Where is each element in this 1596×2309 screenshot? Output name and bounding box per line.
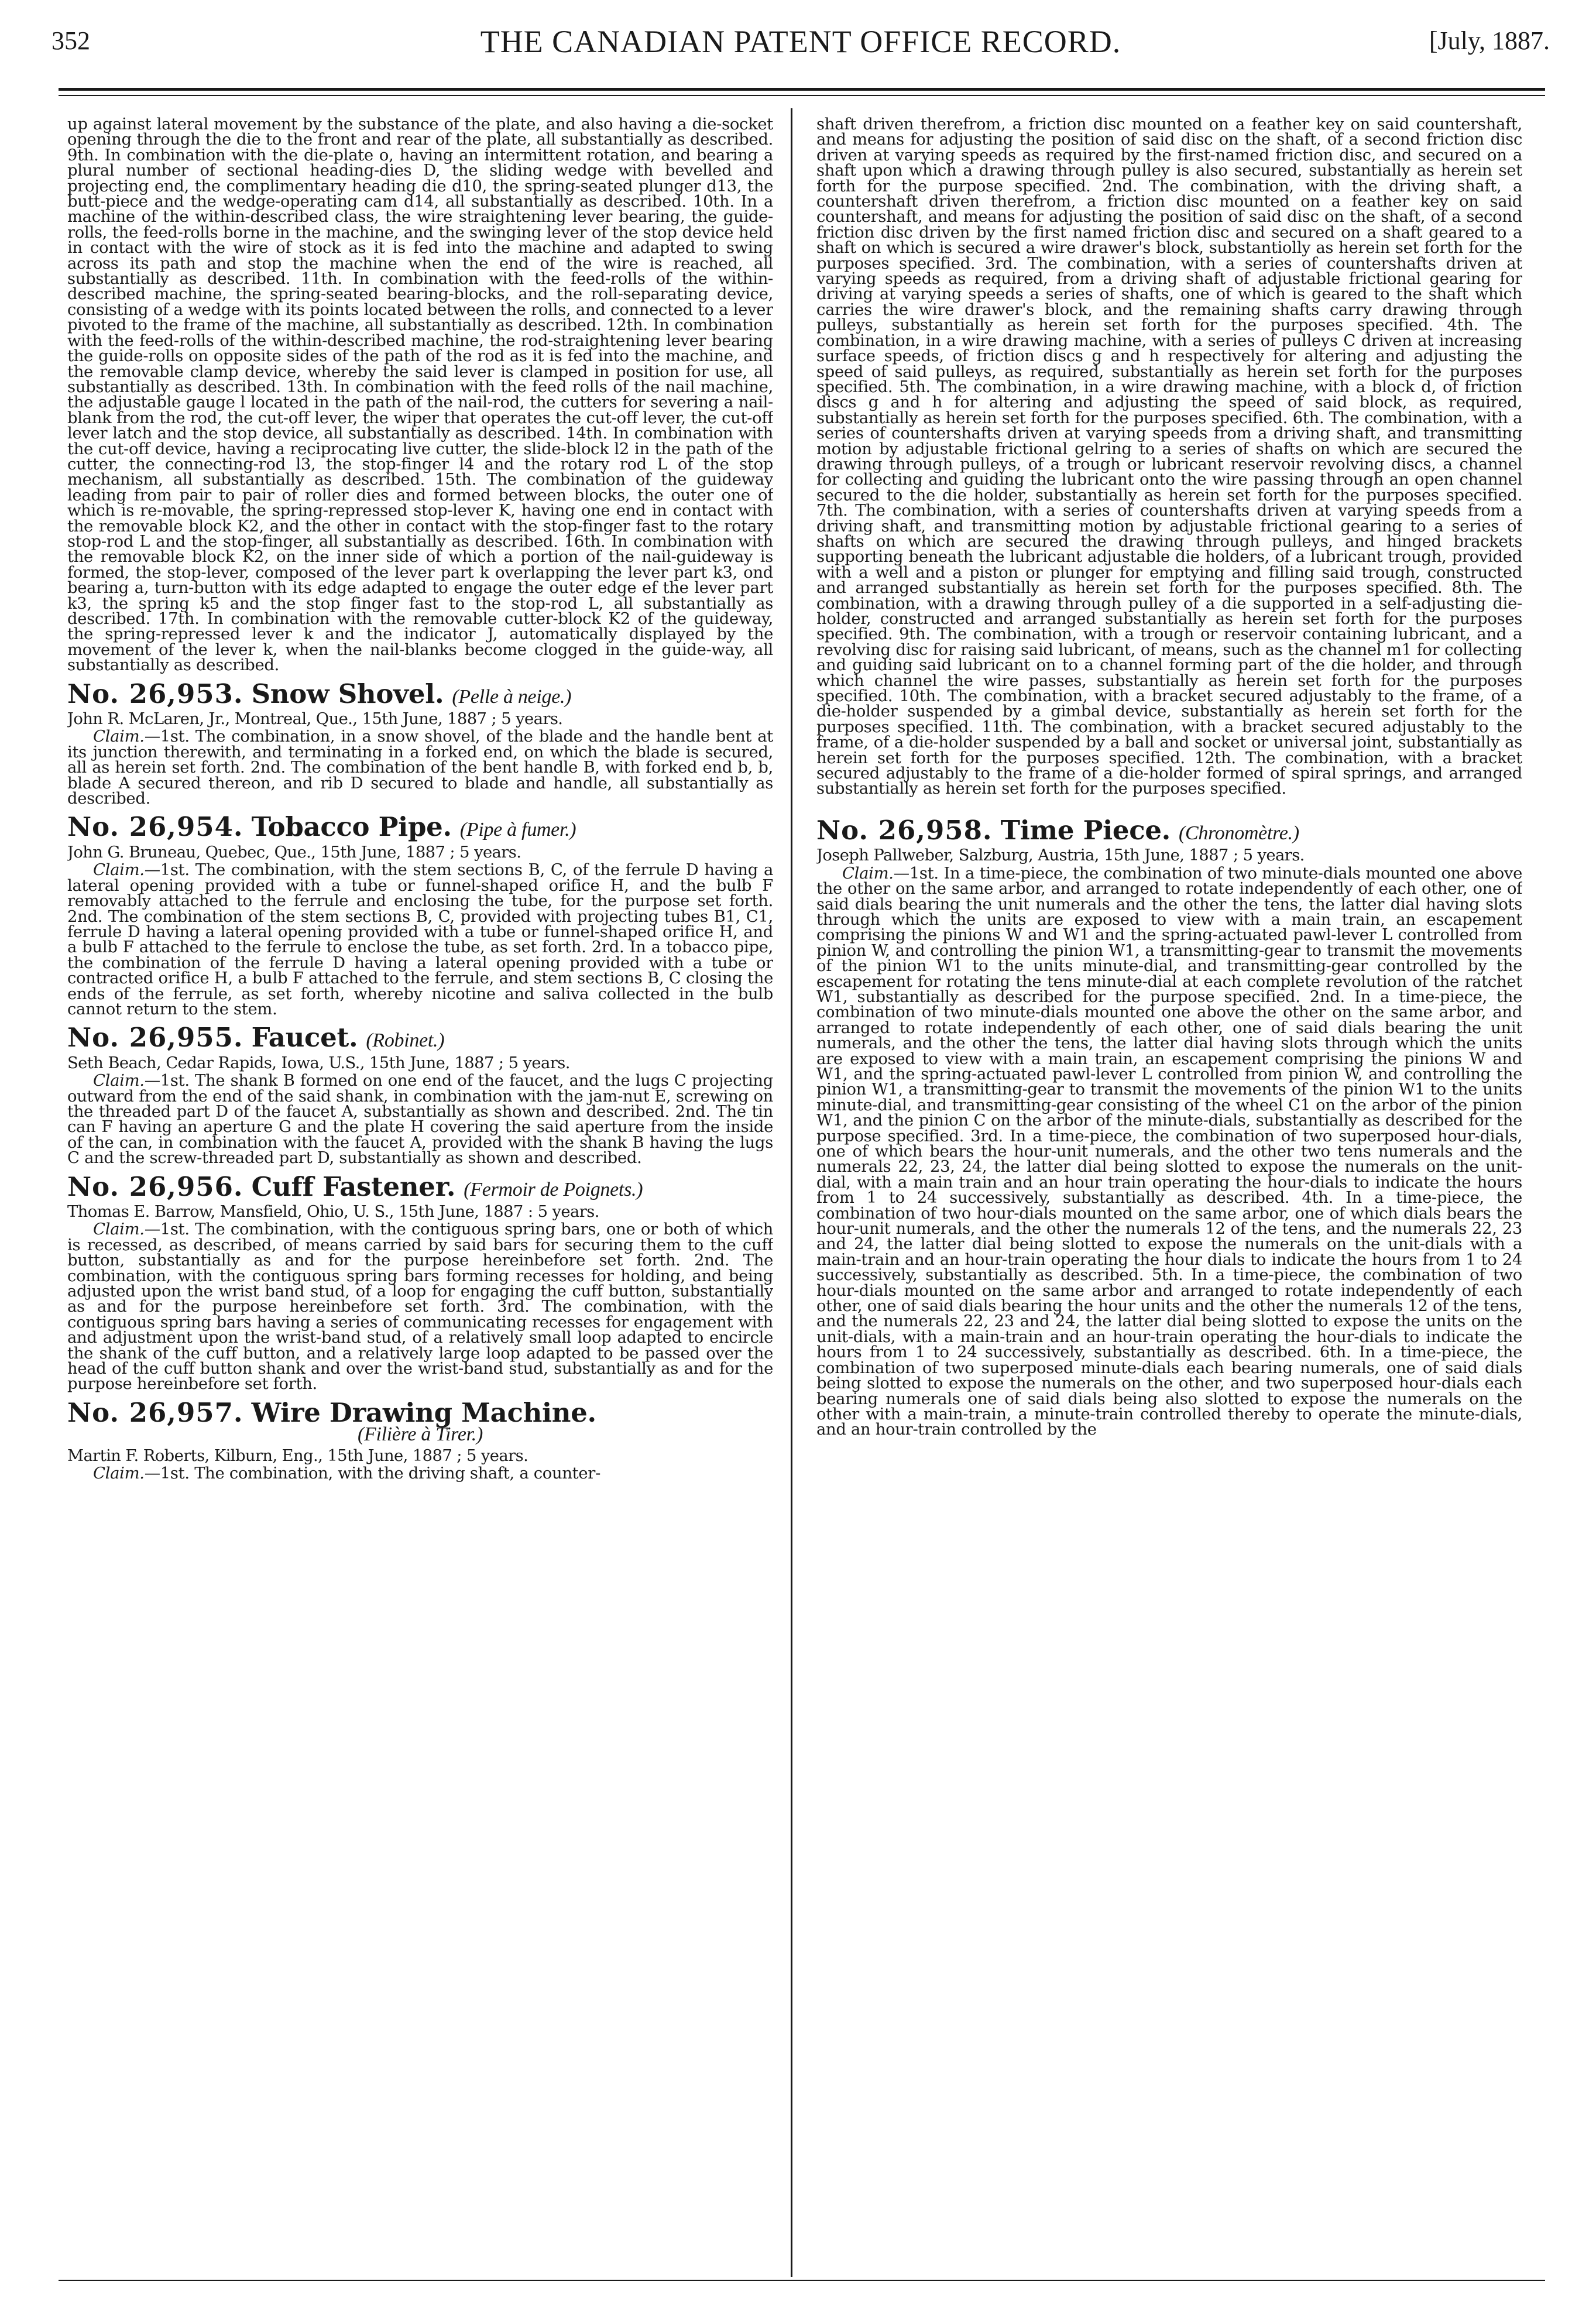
patent-entry xyxy=(67,678,773,808)
patent-number: No. 26,954. xyxy=(67,811,243,843)
patent-grantee: Thomas E. Barrow, Mansfield, Ohio, U. S., 15th June, 1887 : 5 years. xyxy=(67,1203,599,1221)
header-rule-thick xyxy=(59,88,1545,91)
continued-claims: up against lateral movement by the substance of the plate, and also having a die-socket opening through the die to the front and rear of the plate, all substantially as described. 9th. In combination with the die-plate o, having an intermittent rotation, and bearing a plural number of sectional heading-dies D, the sliding wedge with bevelled and projecting end, the complimentary heading die d10, the spring-seated plunger d13, the butt-piece and the wedge-operating cam d14, all substantially as described. 10th. In a machine of the within-described class, the wire straightening lever bearing, the guide-rolls, the feed-rolls borne in the machine, and the swinging lever of the stop device held in contact with the wire of stock as it is fed into the machine and adapted to swing across its path and stop the machine when the end of the wire is reached, all substantially as described. 11th. In combination with the feed-rolls of the within-described machine, the spring-seated bearing-blocks, and the roll-separating device, consisting of a wedge with its points located between the rolls, and connected to a lever pivoted to the frame of the machine, all substantially as described. 12th. In combination with the feed-rolls of the within-described machine, the rod-straightening lever bearing the guide-rolls on opposite sides of the path of the rod as it is fed into the machine, and the removable clamp device, whereby the said lever is clamped in position for use, all substantially as described. 13th. In combination with the feed rolls of the nail machine, the adjustable gauge l located in the path of the nail-rod, the cutters for severing a nail-blank from the rod, the cut-off lever, the wiper that operates the cut-off lever, the cut-off lever latch and the stop device, all substantially as described. 14th. In combination with the cut-off device, having a reciprocating live cutter, the slide-block l2 in the path of the cutter, the connecting-rod l3, the stop-finger l4 and the rotary rod L of the stop mechanism, all substantially as described. 15th. The combination of the guideway leading from pair to pair of roller dies and formed between blocks, the outer one of which is re-movable, the spring-repressed stop-lever K, having one end in contact with the removable block K2, and the other in contact with the stop-finger fast to the rotary stop-rod L and the stop-finger, all substantially as described. 16th. In combination with the removable block K2, on the inner side of which a portion of the nail-guideway is formed, the stop-lever, composed of the lever part k overlapping the lever part k3, ond bearing a, turn-button with its edge adapted to engage the outer edge ef the lever part k3, the spring k5 and the stop finger fast to the stop-rod L, all substantially as described. 17th. In combination with the removable cutter-block K2 of the guideway, the spring-repressed lever k and the indicator J, automatically displayed by the movement of the lever k, when the nail-blanks become clogged in the guide-way, all substantially as described. xyxy=(67,117,773,675)
patent-title: Tobacco Pipe. xyxy=(251,811,452,843)
patent-claims xyxy=(67,1073,773,1166)
claim-text: —1st. In a time-piece, the combination of two minute-dials mounted one above the other on the same arbor, and arranged to rotate independently of each other, one of said dials bearing the unit numerals and the other the tens, the latter dial having slots through which the units are exposed to view with a main train, an escapement comprising the pinions W and W1 and the spring-actuated pawl-lever L controlled from pinion W, and controlling the pinion W1, a transmitting-gear to transmit the movements of the pinion W1 to the units minute-dial, and transmitting-gear controlled by the escapement for rotating the tens minute-dial at each complete revolution of the ratchet W1, substantially as described for the purpose specified. 2nd. In a time-piece, the combination of two minute-dials mounted one above the other on the same arbor, and arranged to rotate independently of each other, one of said dials bearing the unit numerals, and the other the tens, the latter dial having slots through which the units are exposed to view with a main train, an escapement comprising the pinions W and W1, and the spring-actuated pawl-lever L controlled from pinion W, and controlling the pinion W1, a transmitting-gear to transmit the movements of the pinion W1 to the units minute-dial, and transmitting-gear consisting of the wheel C1 on the arbor of the pinion W1, and the pinion C on the arbor of the minute-dials, substantially as described for the purpose specified. 3rd. In a time-piece, the combination of two superposed hour-dials, one of which bears the hour-unit numerals, and the other two tens numerals and the numerals 22, 23, 24, the latter dial being slotted to expose the numerals on the unit-dial, with a main train and an hour train operating the hour-dials to indicate the hours from 1 to 24 successively, substantially as described. 4th. In a time-piece, the combination of two hour-dials mounted on the same arbor, one of which dials bears the hour-unit numerals, and the other the numerals 12 of the tens, and the numerals 22, 23 and 24, the latter dial being slotted to expose the numerals on the unit-dials with a main-train and an hour-train operating the hour dials to indicate the hours from 1 to 24 successively, substantially as described. 5th. In a time-piece, the combination of two hour-dials mounted on the same arbor and arranged to rotate independently of each other, one of said dials bearing the hour units and the other the numerals 12 of the tens, and the numerals 22, 23 and 24, the latter dial being slotted to expose the units on the unit-dials, with a main-train and an hour-train operating the hour-dials to indicate the hours from 1 to 24 successively, substantially as described. 6th. In a time-piece, the combination of two superposed minute-dials each bearing numerals, one of said dials being slotted to expose the numerals on the other, and two superposed hour-dials each bearing numerals one of said dials being also slotted to expose the numerals on the other with a main-train, a minute-train controlled thereby to operate the minute-dials, and an hour-train controlled by the xyxy=(816,864,1522,1439)
claim-label: Claim. xyxy=(93,1220,145,1239)
claim-label: Claim. xyxy=(93,861,145,880)
patent-number: No. 26,956. xyxy=(67,1171,243,1202)
claim-text: —1st. The combination, with the contiguous spring bars, one or both of which is recessed, as described, of means carried by said bars for securing them to the cuff button, substantially as and for the purpose hereinbefore set forth. 2nd. The combination, with the contiguous spring bars forming recesses for holding, and being adjusted upon the wrist band stud, of a loop for engaging the cuff button, substantially as and for the purpose hereinbefore set forth. 3rd. The combination, with the contiguous spring bars having a series of communicating recesses for engagement with and adjustment upon the wrist-band stud, of a relatively small loop adapted to encircle the shank of the cuff button, and a relatively large loop adapted to be passed over the head of the cuff button shank and over the wrist-band stud, substantially as and for the purpose hereinbefore set forth. xyxy=(67,1220,773,1394)
patent-french-title: (Robinet.) xyxy=(366,1030,445,1052)
claim-label: Claim. xyxy=(842,864,894,883)
patent-number: No. 26,958. xyxy=(816,814,993,846)
patent-french-title: (Pelle à neige.) xyxy=(452,685,572,708)
header-rule-thin xyxy=(59,95,1545,96)
patent-title: Cuff Fastener. xyxy=(251,1171,456,1202)
patent-french-title: (Filière à Tirer.) xyxy=(357,1423,483,1446)
patent-entry xyxy=(67,1022,773,1168)
patent-heading xyxy=(67,811,773,843)
patent-heading xyxy=(67,1171,773,1202)
patent-heading xyxy=(67,1397,773,1428)
patent-entry xyxy=(67,1171,773,1394)
column-divider xyxy=(791,108,792,2277)
patent-entry xyxy=(67,1397,773,1483)
patent-claims xyxy=(816,866,1522,1438)
claim-text: —1st. The combination, in a snow shovel, of the blade and the handle bent at its junction therewith, and terminating in a forked end, on which the blade is secured, all as herein set forth. 2nd. The combination of the bent handle B, with forked end b, b, blade A secured thereon, and rib D secured to blade and handle, all substantially as described. xyxy=(67,728,773,808)
patent-heading xyxy=(67,1022,773,1054)
patent-grantee: Joseph Pallweber, Salzburg, Austria, 15th June, 1887 ; 5 years. xyxy=(816,846,1305,865)
patent-grantee: Martin F. Roberts, Kilburn, Eng., 15th June, 1887 ; 5 years. xyxy=(67,1446,528,1465)
issue-date: [July, 1887. xyxy=(1429,26,1550,55)
claim-text: —1st. The combination, with the stem sections B, C, of the ferrule D having a lateral opening provided with a tube or funnel-shaped orifice H, and the bulb F removably attached to the ferrule and enclosing the tube, for the purpose set forth. 2nd. The combination of the stem sections B, C, provided with projecting tubes B1, C1, ferrule D having a lateral opening provided with a tube or funnel-shaped orifice H, and a bulb F attached to the ferrule to enclose the tube, as set forth. 2rd. In a tobacco pipe, the combination of the ferrule D having a lateral opening provided with a tube or contracted orifice H, a bulb F attached to the ferrule, and stem sections B, C closing the ends of the ferrule, as set forth, whereby nicotine and saliva collected in the bulb cannot return to the stem. xyxy=(67,861,773,1018)
patent-heading xyxy=(816,814,1522,846)
patent-number: No. 26,953. xyxy=(67,678,243,709)
patent-claims xyxy=(67,729,773,807)
patent-claims xyxy=(67,1222,773,1392)
page-number: 352 xyxy=(52,26,90,55)
patent-grantee: Seth Beach, Cedar Rapids, Iowa, U.S., 15th June, 1887 ; 5 years. xyxy=(67,1054,570,1072)
claim-text: —1st. The shank B formed on one end of the faucet, and the lugs C projecting outward from the end of the said shank, in combination with the jam-nut E, screwing on the threaded part D of the faucet A, substantially as shown and described. 2nd. The tin can F having an aperture G and the plate H covering the said aperture from the inside of the can, in combination with the faucet A, provided with the shank B having the lugs C and the screw-threaded part D, substantially as shown and described. xyxy=(67,1072,773,1168)
patent-grantee: John G. Bruneau, Quebec, Que., 15th June, 1887 ; 5 years. xyxy=(67,843,521,862)
claim-label: Claim. xyxy=(93,1072,145,1090)
footer-rule xyxy=(59,2280,1545,2281)
patent-claims xyxy=(67,863,773,1017)
patent-title: Snow Shovel. xyxy=(251,678,444,709)
continued-claims: shaft driven therefrom, a friction disc mounted on a feather key on said countershaft, and means for adjusting the position of said disc on the shaft, of a second friction disc driven at varying speeds as required by the first-named friction disc, and secured on a shaft upon which a drawing through pulley is also secured, substantially as herein set forth for the purpose specified. 2nd. The combination, with the driving shaft, a countershaft driven therefrom, a friction disc mounted on a feather key on said countershaft, and means for adjusting the position of said disc on the shaft, of a second friction disc driven by the first named friction disc and secured on a shaft geared to a shaft on which is secured a wire drawer's block, substantiolly as herein set forth for the purposes specified. 3rd. The combination, with a series of countershafts driven at varying speeds as required, from a driving shaft of adjustable frictional gearing for driving at varying speeds a series of shafts, one of which is geared to the shaft which carries the wire drawer's block, and the remaining shafts carry drawing through pulleys, substantially as herein set forth for the purposes specified. 4th. The combination, in a wire drawing machine, with a series of pulleys C driven at increasing surface speeds, of friction discs g and h respectively for altering and adjusting the speed of said pulleys, as required, substantially as herein set forth for the purposes specified. 5th. The combination, in a wire drawing machine, with a block d, of friction discs g and h for altering and adjusting the speed of said block, as required, substantially as herein set forth for the purposes specified. 6th. The combination, with a series of countershafts driven at varying speeds from a driving shaft, and transmitting motion by adjustable frictional gelring to a series of shafts on which are secured the drawing through pulleys, of a trough or lubricant reservoir revolving discs, a channel for collecting and guiding the lubricant onto the wire passing through an open channel secured to the die holder, substantially as herein set forth for the purposes specified. 7th. The combination, with a series of countershafts driven at varying speeds from a driving shaft, and transmitting motion by adjustable frictional gearing to a series of shafts on which are secured the drawing through pulleys, and hinged brackets supporting beneath the lubricant adjustable die holders, of a lubricant trough, provided with a well and a piston or plunger for emptying and filling said trough, constructed and arranged substantially as herein set forth for the purposes specified. 8th. The combination, with a drawing through pulley of a die supported in a self-adjusting die-holder, constructed and arranged substantially as herein set forth for the purposes specified. 9th. The combination, with a trough or reservoir containing lubricant, and a revolving disc for raising said lubricant, of means, such as the channel m1 for collecting and guiding said lubricant on to a channel forming part of the die holder, and through which channel the wire passes, substantially as herein set forth for the purposes specified. 10th. The combination, with a bracket secured adjustably to the frame, of a die-holder suspended by a gimbal device, substantially as herein set forth for the purposes specified. 11th. The combination, with a bracket secured adjustably to the frame, of a die-holder suspended by a ball and socket or universal joint, substantially as herein set forth for the purposes specified. 12th. The combination, with a bracket secured adjustably to the frame of a die-holder formed of spiral springs, and arranged substantially as herein set forth for the purposes specified. xyxy=(816,117,1522,798)
patent-number: No. 26,957. xyxy=(67,1397,243,1428)
running-header xyxy=(52,23,1550,66)
patent-number: No. 26,955. xyxy=(67,1022,243,1054)
claim-label: Claim. xyxy=(93,728,145,746)
patent-french-title: (Pipe à fumer.) xyxy=(459,819,576,841)
patent-title: Time Piece. xyxy=(1000,814,1171,846)
patent-grantee: John R. McLaren, Jr., Montreal, Que., 15th June, 1887 ; 5 years. xyxy=(67,710,563,729)
publication-title: THE CANADIAN PATENT OFFICE RECORD. xyxy=(480,24,1121,59)
patent-heading xyxy=(67,678,773,709)
patent-entry xyxy=(67,811,773,1018)
claim-label: Claim. xyxy=(93,1464,145,1483)
patent-french-title: (Fermoir de Poignets.) xyxy=(464,1178,643,1200)
left-column xyxy=(67,117,773,2274)
right-column xyxy=(816,117,1522,2274)
patent-title: Wire Drawing Machine. xyxy=(251,1397,596,1428)
patent-title: Faucet. xyxy=(251,1022,358,1054)
claim-text: —1st. The combination, with the driving shaft, a counter- xyxy=(144,1464,601,1483)
patent-claims xyxy=(67,1466,773,1481)
patent-entry xyxy=(816,814,1522,1439)
patent-french-title: (Chronomètre.) xyxy=(1179,822,1299,844)
